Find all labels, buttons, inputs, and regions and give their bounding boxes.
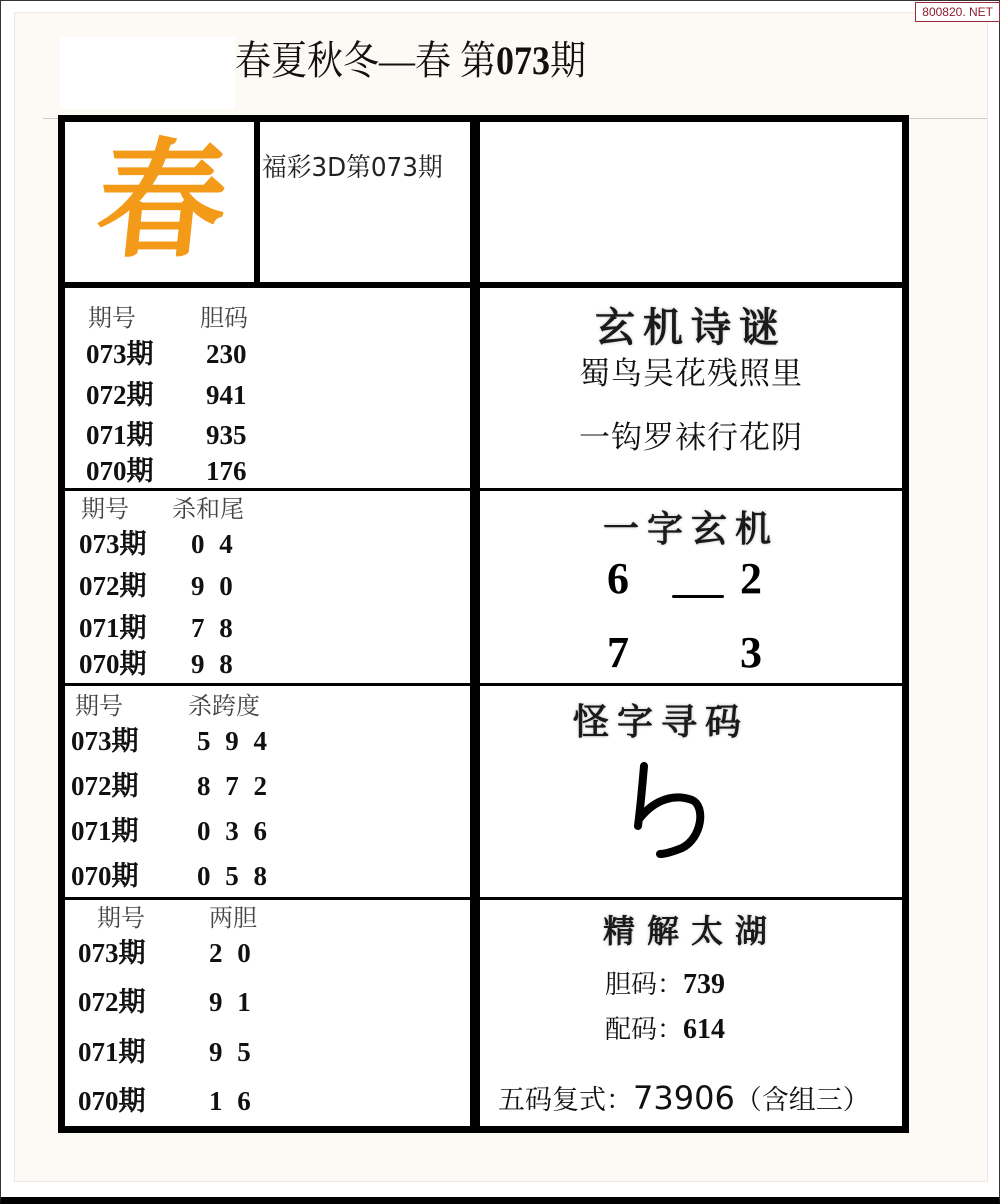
col-header-value: 杀跨度 — [188, 692, 260, 720]
prediction-board — [58, 115, 909, 1133]
col-header-value: 杀和尾 — [172, 495, 244, 523]
block-liang-dan — [65, 900, 470, 1126]
blank-cell — [480, 122, 902, 282]
table-row: 071期 7 8 — [79, 613, 237, 643]
table-row: 070期 9 8 — [79, 649, 237, 679]
block-dan-ma — [65, 288, 470, 488]
logo-cell — [65, 122, 254, 282]
yi-stroke-icon — [672, 595, 724, 598]
table-row: 071期 0 3 6 — [71, 816, 271, 846]
block-sha-he-wei — [65, 491, 470, 683]
pei-ma-line: 配码：614 — [605, 1014, 726, 1045]
table-row: 073期 2 0 — [78, 938, 255, 968]
solve-title: 精解太湖 — [602, 912, 779, 950]
page-title: 春夏秋冬—春 第073期 — [235, 38, 586, 83]
col-header-period: 期号 — [88, 304, 136, 332]
handwritten-glyph-icon — [632, 760, 712, 860]
strange-char-title: 怪字寻码 — [572, 701, 749, 743]
block-sha-kua-du — [65, 686, 470, 897]
digit: 3 — [740, 628, 762, 677]
digit: 6 — [607, 554, 629, 603]
five-code-line: 五码复式：73906（含组三） — [498, 1079, 870, 1117]
spring-logo-icon: 春 — [90, 126, 234, 276]
col-header-value: 两胆 — [209, 904, 257, 932]
strange-char-block — [480, 686, 902, 897]
poem-line-1: 蜀鸟吴花残照里 — [579, 356, 803, 392]
poem-line-2: 一钩罗袜行花阴 — [579, 420, 803, 456]
table-row: 070期 0 5 8 — [71, 861, 271, 891]
solve-block — [480, 900, 902, 1126]
col-header-period: 期号 — [75, 692, 123, 720]
table-row: 072期 9 0 — [79, 571, 237, 601]
digit: 2 — [740, 554, 762, 603]
poem-title: 玄机诗谜 — [595, 304, 787, 351]
table-row: 072期 9 1 — [78, 987, 255, 1017]
site-watermark[interactable]: 800820. NET — [915, 2, 1000, 22]
table-row: 072期 8 7 2 — [71, 771, 271, 801]
table-row: 072期 941 — [86, 380, 247, 410]
table-row: 073期 5 9 4 — [71, 726, 271, 756]
blank-patch — [60, 37, 235, 109]
table-row: 073期 0 4 — [79, 529, 237, 559]
digit: 7 — [607, 628, 629, 677]
one-char-block — [480, 491, 902, 683]
col-header-value: 胆码 — [200, 304, 248, 332]
table-row: 070期 176 — [86, 456, 247, 486]
poem-riddle-block — [480, 288, 902, 488]
table-row: 070期 1 6 — [78, 1086, 255, 1116]
table-row: 073期 230 — [86, 339, 247, 369]
issue-label: 福彩3D第073期 — [262, 153, 443, 183]
dan-ma-line: 胆码：739 — [605, 969, 726, 1000]
issue-cell — [260, 122, 470, 282]
col-header-period: 期号 — [97, 904, 145, 932]
col-header-period: 期号 — [81, 495, 129, 523]
one-char-title: 一字玄机 — [602, 508, 779, 550]
table-row: 071期 935 — [86, 420, 247, 450]
table-row: 071期 9 5 — [78, 1037, 255, 1067]
